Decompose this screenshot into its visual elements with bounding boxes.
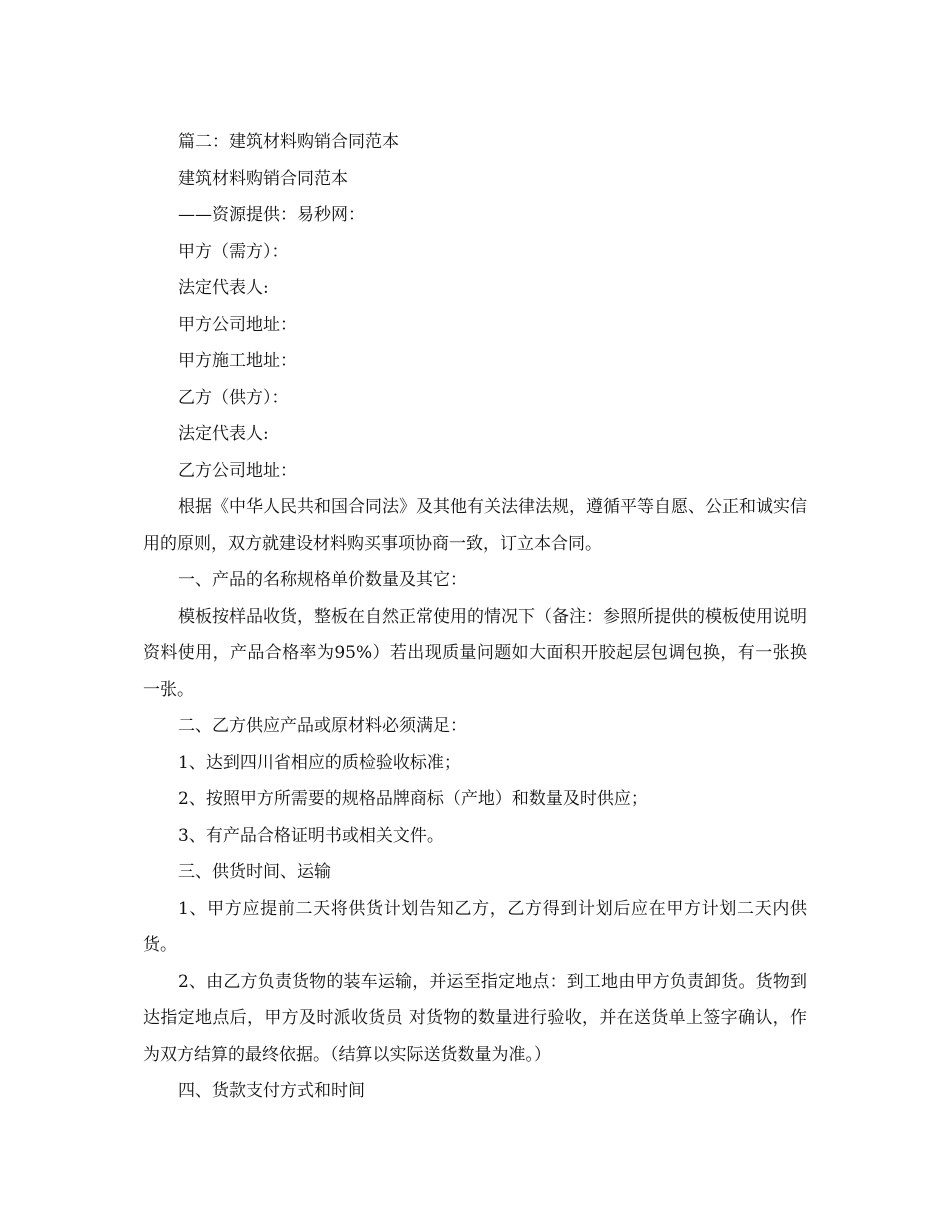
clause-1-body: 模板按样品收货，整板在自然正常使用的情况下（备注：参照所提供的模板使用说明资料使用，产品合格率为95%）若出现质量问题如大面积开胶起层包调包换，有一张换一张。 [143,606,807,700]
clause-1-heading: 一、产品的名称规格单价数量及其它： [178,570,467,590]
preamble-paragraph: 根据《中华人民共和国合同法》及其他有关法律法规，遵循平等自愿、公正和诚实信用的原则，双方就建设材料购买事项协商一致，订立本合同。 [143,497,807,554]
party-b-company-address-field: 乙方公司地址： [178,460,297,481]
party-a-field: 甲方（需方）： [178,241,289,262]
clause-4-heading: 四、货款支付方式和时间 [178,1081,365,1101]
document-body [143,124,807,1110]
clause-3-heading: 三、供货时间、运输 [178,862,331,882]
clause-3-item-1: 1、甲方应提前二天将供货计划告知乙方，乙方得到计划后应在甲方计划二天内供货。 [143,898,807,955]
party-b-field: 乙方（供方）： [178,387,289,408]
clause-2-heading: 二、乙方供应产品或原材料必须满足： [178,716,467,736]
clause-2-item-3: 3、有产品合格证明书或相关文件。 [178,825,444,846]
party-b-representative-field: 法定代表人: [178,424,269,444]
section-title: 篇二：建筑材料购销合同范本 [178,132,399,152]
party-a-company-address-field: 甲方公司地址： [178,314,297,335]
party-a-site-address-field: 甲方施工地址： [178,351,297,371]
clause-3-item-2: 2、由乙方负责货物的装车运输，并运至指定地点：到工地由甲方负责卸货。货物到达指定地点后，甲方及时派收货员 对货物的数量进行验收，并在送货单上签字确认，作为双方结算的最终依据。（结算以实际送货数量为准。） [143,971,807,1065]
source-line: ——资源提供：易秒网： [178,205,365,225]
clause-2-item-2: 2、按照甲方所需要的规格品牌商标（产地）和数量及时供应； [178,789,648,809]
contract-title: 建筑材料购销合同范本 [178,168,348,189]
party-a-representative-field: 法定代表人: [178,278,269,298]
clause-2-item-1: 1、达到四川省相应的质检验收标准； [178,752,461,773]
